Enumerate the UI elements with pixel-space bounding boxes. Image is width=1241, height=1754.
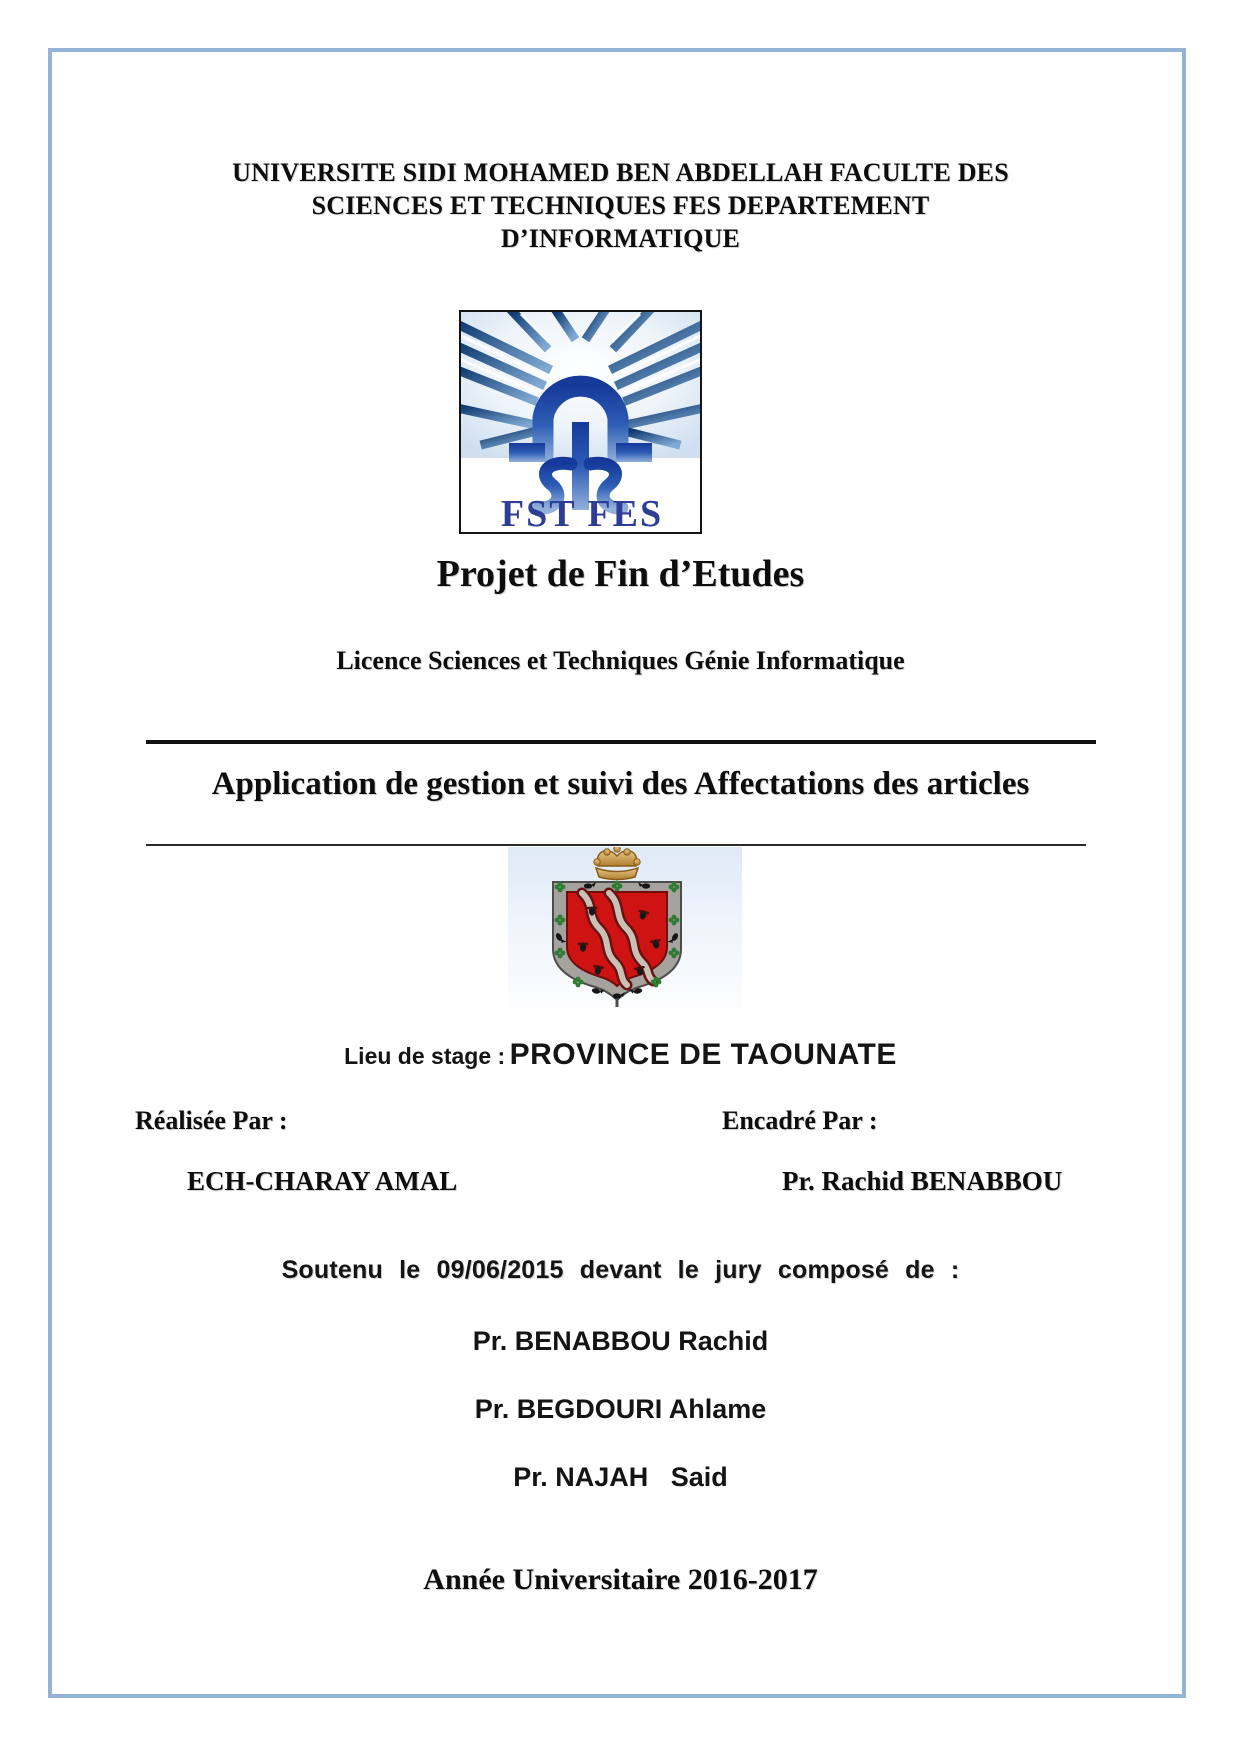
- jury-member: Pr. BENABBOU Rachid: [472, 1326, 769, 1356]
- taounate-coat-of-arms: [508, 847, 742, 1009]
- internship-label: Lieu de stage :: [344, 1043, 506, 1069]
- fst-fes-logo: [459, 310, 702, 534]
- degree-subtitle: Licence Sciences et Techniques Génie Informatique: [336, 646, 905, 675]
- internship-line: [0, 1038, 1241, 1072]
- university-header-line: UNIVERSITE SIDI MOHAMED BEN ABDELLAH FACULTE DES: [232, 158, 1009, 187]
- supervisor-name: Pr. Rachid BENABBOU: [782, 1166, 1063, 1196]
- project-title: Application de gestion et suivi des Affectations des articles: [211, 766, 1030, 802]
- defense-intro: Soutenu le 09/06/2015 devant le jury composé de :: [281, 1256, 960, 1284]
- university-header-line: SCIENCES ET TECHNIQUES FES DEPARTEMENT: [311, 191, 930, 220]
- jury-member: Pr. NAJAH Said: [513, 1462, 728, 1492]
- supervised-by-label: Encadré Par :: [722, 1106, 878, 1135]
- internship-value: PROVINCE DE TAOUNATE: [509, 1038, 897, 1071]
- separator-line-top: [146, 740, 1096, 744]
- coat-of-arms-graphic: [508, 847, 742, 1009]
- university-header-line: D’INFORMATIQUE: [500, 224, 741, 253]
- main-title: Projet de Fin d’Etudes: [436, 553, 805, 595]
- author-name: ECH-CHARAY AMAL: [187, 1166, 458, 1196]
- separator-line-bottom: [146, 844, 1086, 846]
- jury-list: [0, 1326, 1241, 1493]
- academic-year: Année Universitaire 2016-2017: [423, 1563, 818, 1596]
- jury-member: Pr. BEGDOURI Ahlame: [474, 1394, 767, 1424]
- realized-by-label: Réalisée Par :: [135, 1106, 288, 1135]
- fst-fes-logo-graphic: [461, 312, 700, 532]
- fst-fes-logo-caption: FST FES: [500, 493, 664, 532]
- university-header: [0, 156, 1241, 255]
